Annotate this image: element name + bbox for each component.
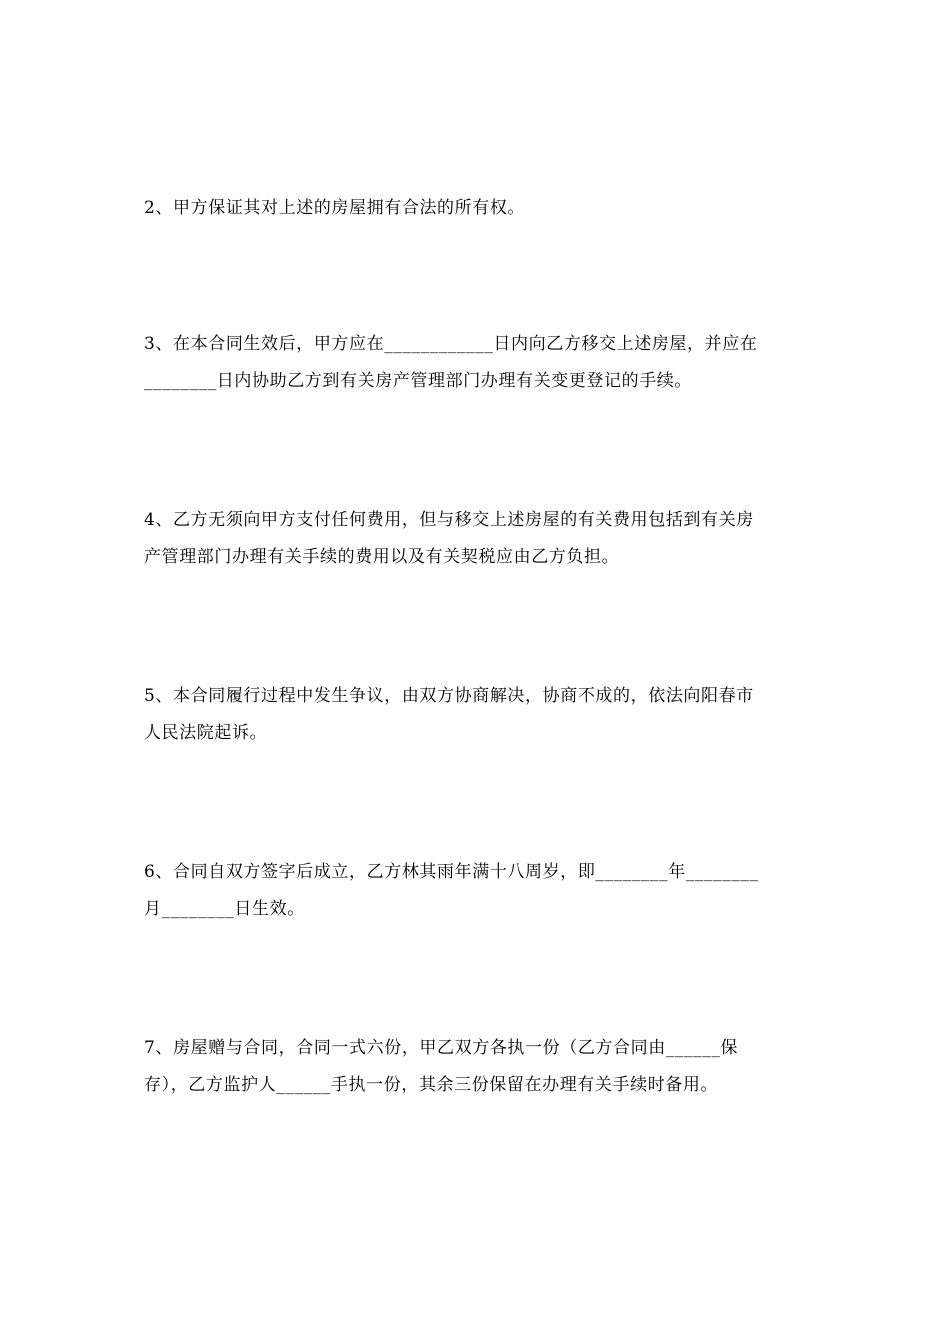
clause-5-line-2: 人民法院起诉。 [144, 723, 268, 743]
clause-3-line-1: 3、在本合同生效后，甲方应在____________日内向乙方移交上述房屋，并应在 [144, 334, 758, 354]
clause-4-line-1: 4、乙方无须向甲方支付任何费用，但与移交上述房屋的有关费用包括到有关房 [144, 510, 754, 530]
clause-3-line-2: ________日内协助乙方到有关房产管理部门办理有关变更登记的手续。 [144, 371, 692, 391]
clause-4 [144, 502, 808, 576]
clause-7-line-1: 7、房屋赠与合同，合同一式六份，甲乙双方各执一份（乙方合同由______保 [144, 1038, 739, 1058]
clause-2-line-1: 2、甲方保证其对上述的房屋拥有合法的所有权。 [144, 198, 526, 218]
clause-4-line-2: 产管理部门办理有关手续的费用以及有关契税应由乙方负担。 [144, 547, 620, 567]
clause-5 [144, 678, 808, 752]
clause-6-line-1: 6、合同自双方签字后成立，乙方林其雨年满十八周岁，即________年________ [144, 862, 759, 882]
clause-6 [144, 854, 808, 928]
clause-3 [144, 326, 808, 400]
clause-2 [144, 190, 808, 227]
clause-6-line-2: 月________日生效。 [144, 899, 305, 919]
clause-5-line-1: 5、本合同履行过程中发生争议，由双方协商解决，协商不成的，依法向阳春市 [144, 686, 754, 706]
clause-7-line-2: 存），乙方监护人______手执一份，其余三份保留在办理有关手续时备用。 [144, 1075, 719, 1095]
clause-7 [144, 1030, 808, 1104]
